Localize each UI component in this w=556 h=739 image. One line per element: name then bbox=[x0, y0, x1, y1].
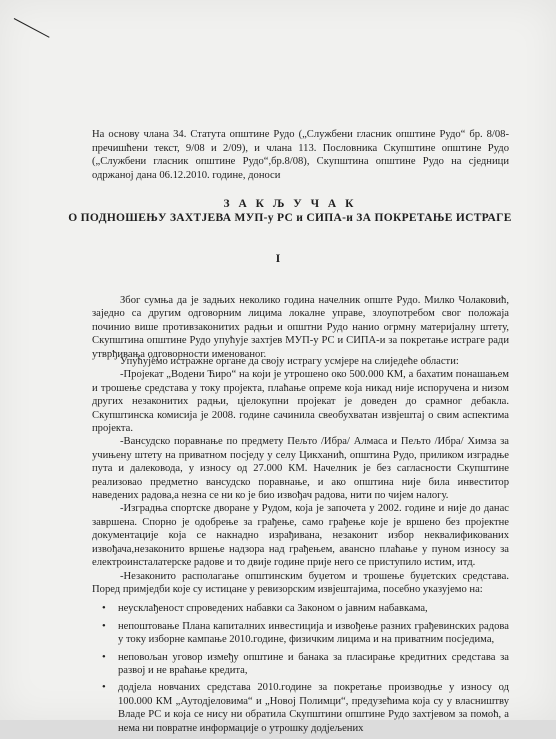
item-vodeni-ciro: -Пројекат „Водени Ћиро“ на који је утрошено око 500.000 КМ, а бахатим понашањем и трошење средстава у току пројекта, плаћање опреме која никад није испоручена и низом других незаконитих радњи, цјелокупни пројекат је доведен до срамног дебакла. Скупштинска комисија је 2008. године сачинила свеобухватан извјештај о свим аспектима пројекта. bbox=[92, 369, 509, 435]
body-block bbox=[92, 355, 509, 739]
paragraph-2: Упућујемо истражне органе да своју истрагу усмјере на слиједеће области: bbox=[120, 356, 459, 367]
list-item: • неусклађеност спроведених набавки са Законом о јавним набавкама, bbox=[92, 602, 509, 615]
paragraph-1: Због сумња да је задњих неколико година начелник опште Рудо. Милко Чолаковић, заједно са другим одговорним лицима локалне управе, злоупотребом свог положаја починио више противзаконитих радњи и општни Рудо нанио огрмну материјалну штету, Скупштина општине Рудо упућује захтјев МУП-у РС и СИПА-и за покретање истраге ради утврђивања одговорности именованог. bbox=[92, 295, 509, 360]
preamble-text: На основу члана 34. Статута општине Рудо („Службени гласник општине Рудо“ бр. 8/08-пречишћени текст, 9/08 и 2/09), и члана 113. Пословника Скупштине општине Рудо („Службени гласник општине Рудо“,бр.8/08), Скупштина општине Рудо на сједници одржаној дана 06.12.2010. године, доноси bbox=[92, 129, 509, 181]
document-title: З А К Љ У Ч А К bbox=[223, 198, 357, 210]
section-number: I bbox=[275, 251, 281, 265]
list-item: • непоштовање Плана капиталних инвестиција и извођење разних грађевинских радова у току изборне кампање 2010.године, физичким лицима и на приватним посједима, bbox=[92, 620, 509, 647]
document-subtitle: О ПОДНОШЕЊУ ЗАХТЈЕВА МУП-у РС и СИПА-и ЗА ПОКРЕТАЊЕ ИСТРАГЕ bbox=[68, 212, 512, 224]
item-sports-hall: -Изградња спортске дворане у Рудом, која је започета у 2002. године и није до данас завршена. Спорно је одобрење за грађење, само грађење које је вршено без пројектне документације која се накнадно израђивана, незаконит избор неквалификованих извођача,незаконито вршење надзора над грађењем, авансно плаћање у пуном износу за електроинсталатерске радове и то двије године прије него се приступило истим, итд. bbox=[92, 503, 509, 569]
item-settlement: -Вансудско поравнање по предмету Пељто /Ибра/ Алмаса и Пељто /Ибра/ Химза за учињену штету на приватном посједу у селу Цикханић, општина Рудо, приликом изградње пута и далековода, у износу од 27.000 КМ. Начелник је без сагласности Скупштине реализовао предметно вансудско поравнање, и ако општина није била инвеститор наведених радова,а незна се ни ко је био извођач радова, нити по чијем налогу. bbox=[92, 436, 509, 502]
bullet-list bbox=[92, 602, 509, 735]
list-item: • неповољан уговор између општине и банака за пласирање кредитних средстава за развој и не враћање кредита, bbox=[92, 651, 509, 678]
scan-mark-line bbox=[14, 18, 50, 38]
list-item: • додјела новчаних средстава 2010.године за покретање производње у износу од 100.000 КМ „Аутодјеловима“ и „Новој Полимци“, предузећима која су у власништву Владе РС и која се нису ни обратила Скупштини општине Рудо захтјевом за помоћ, а нема ни повратне информације о утрошку додјељених bbox=[92, 681, 509, 735]
item-budget: -Незаконито располагање општинским буџетом и трошење буџетских средстава. Поред примједби које су истицане у ревизорским извјештајима, посебно указујемо на: bbox=[92, 570, 509, 595]
